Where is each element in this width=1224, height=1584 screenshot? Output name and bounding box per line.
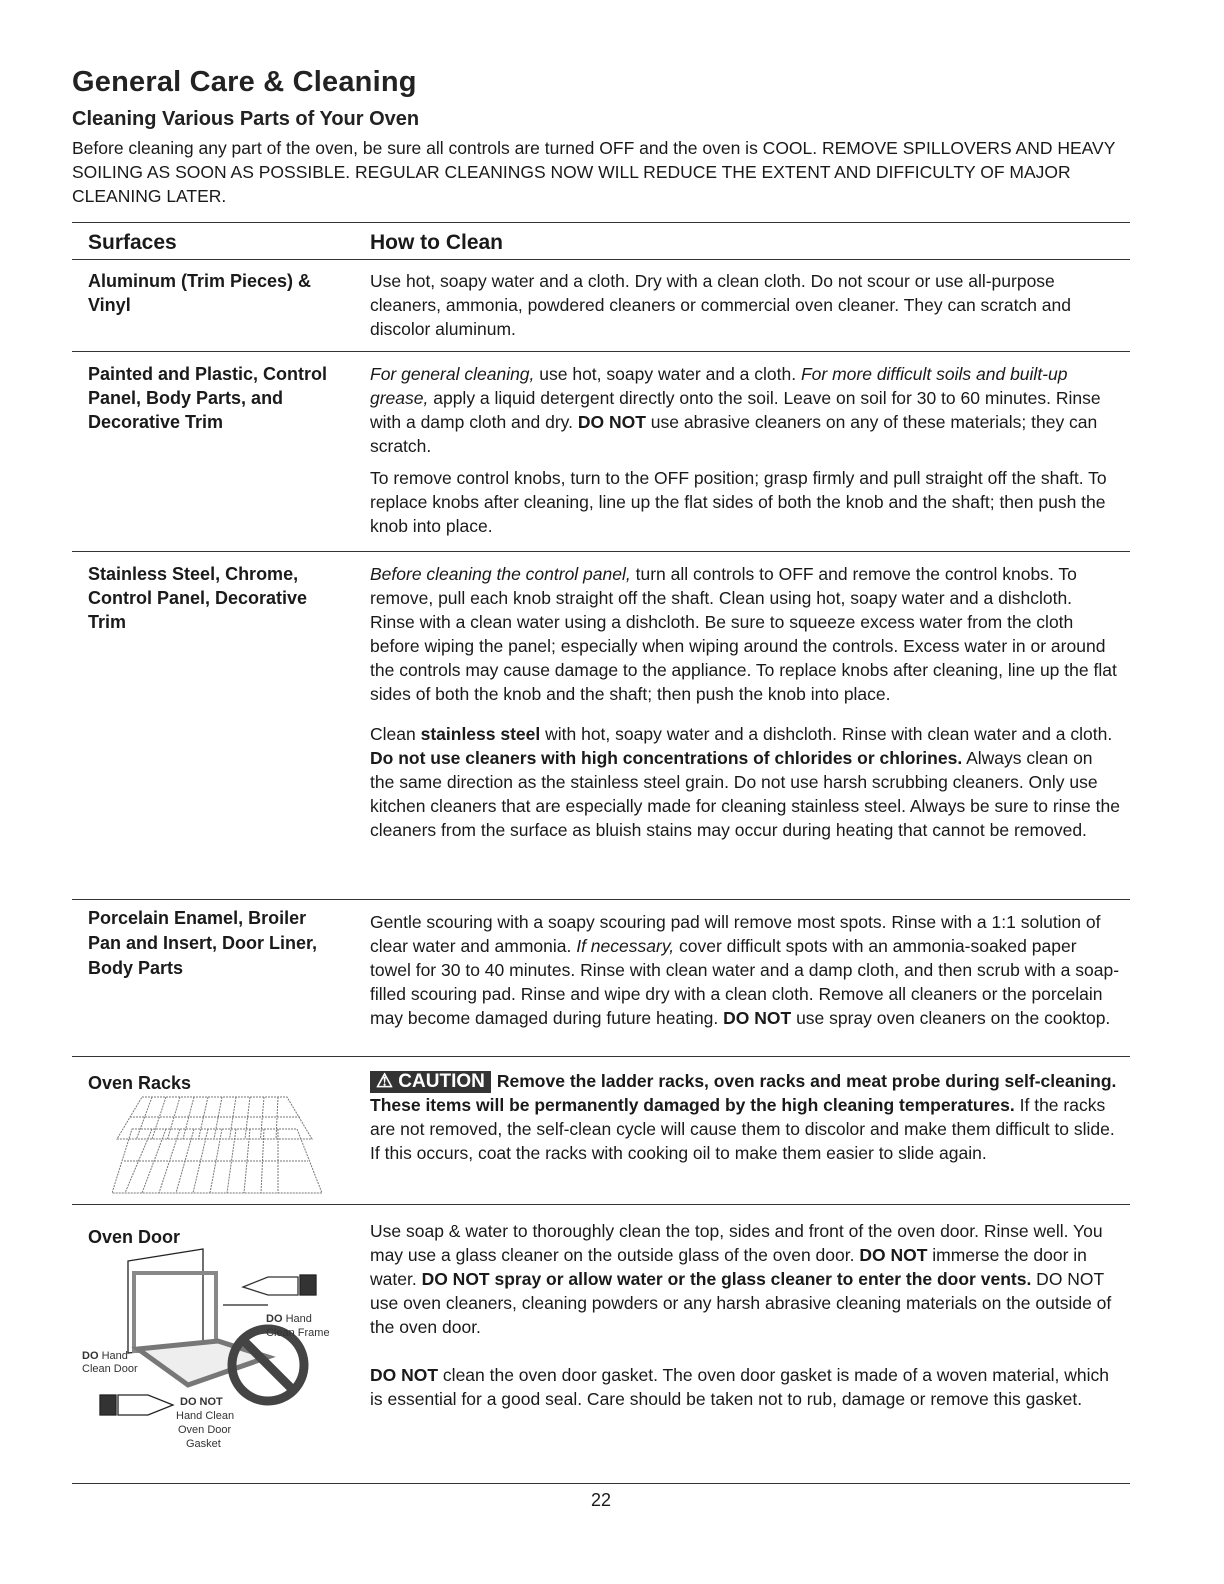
text-run: Gentle scouring with a soapy scouring pad will remove most spots. Rinse with a 1:1 solution of clear water and ammonia. [370, 912, 1101, 956]
surface-label: Oven Racks [88, 1073, 192, 1093]
table-row [72, 1205, 1130, 1484]
text-run: immerse the door in water. [370, 1245, 1087, 1289]
intro-text: Before cleaning any part of the oven, be sure all controls are turned OFF and the oven is COOL. REMOVE SPILLOVERS AND HEAVY SOILING AS SOON AS POSSIBLE. REGULAR CLEANINGS NOW WILL REDUCE THE EXTENT AND DIFFICULTY OF MAJOR CLEANING LATER. [72, 138, 1116, 206]
clean-text [370, 1069, 1120, 1173]
page-title: General Care & Cleaning [72, 66, 417, 98]
paragraph [370, 1363, 1120, 1411]
text-run: DO NOT use oven cleaners, cleaning powders or any harsh abrasive cleaning materials on the outside of the oven door. [370, 1269, 1112, 1337]
text-run: apply a liquid detergent directly onto the soil. Leave on soil for 30 to 60 minutes. Rinse with a damp cloth and dry. [370, 388, 1101, 432]
italic-text: For general cleaning, [370, 364, 535, 384]
text-run: cover difficult spots with an ammonia-soaked paper towel for 30 to 40 minutes. Rinse with clean water and a damp cloth, and then scrub with a soap-filled scouring pad. Rinse and wipe dry with a clean cloth. Remove all cleaners or the porcelain may become damaged during future heating. [370, 936, 1120, 1028]
table-header [72, 222, 1130, 260]
text-run: use spray oven cleaners on the cooktop. [791, 1008, 1111, 1028]
table-row [72, 259, 1130, 352]
fig-hand-clean: Hand Clean [176, 1410, 235, 1422]
table-row [72, 900, 1130, 1057]
paragraph [370, 562, 1120, 706]
fig-oven-door: Oven Door [178, 1424, 232, 1436]
paragraph [370, 362, 1120, 458]
oven-racks-illustration [112, 1095, 327, 1195]
surface-label: Oven Door [88, 1227, 181, 1247]
text-run: clean the oven door gasket. The oven door gasket is made of a woven material, which is essential for a good seal. Care should be taken not to rub, damage or remove this gasket. [370, 1365, 1109, 1409]
paragraph [370, 466, 1120, 538]
italic-text: Before cleaning the control panel, [370, 564, 631, 584]
rack-wire [152, 1097, 166, 1139]
table-row [72, 1057, 1130, 1205]
text-run: with hot, soapy water and a dishcloth. Rinse with clean water and a cloth. [540, 724, 1113, 744]
bold-text: DO NOT spray or allow water or the glass cleaner to enter the door vents. [421, 1269, 1032, 1289]
header-how-to-clean: How to Clean [370, 231, 504, 254]
fig-gasket: Gasket [186, 1438, 221, 1450]
fig-hand: Hand [285, 1313, 312, 1325]
header-surfaces: Surfaces [88, 231, 177, 254]
fig-clean-frame: Clean Frame [266, 1327, 330, 1339]
caution-badge: ⚠ CAUTION [370, 1071, 491, 1093]
paragraph [370, 1219, 1120, 1339]
table-row [72, 352, 1130, 552]
bold-text: DO NOT [723, 1008, 792, 1028]
italic-text: For more difficult soils and built-up grease, [370, 364, 1068, 408]
bold-text: Do not use cleaners with high concentrations of chlorides or chlorines. [370, 748, 963, 768]
surface-label: Porcelain Enamel, Broiler Pan and Insert, Door Liner, Body Parts [88, 908, 318, 978]
rack-wire [168, 1097, 181, 1139]
fig-do-not: DO NOT [180, 1396, 223, 1408]
text-run: If the racks are not removed, the self-clean cycle will cause them to discolor and make them difficult to slide. If this occurs, coat the racks with cooking oil to make them easier to slide again. [370, 1095, 1115, 1163]
bold-text: Remove the ladder racks, oven racks and meat probe during self-cleaning. These items will be permanently damaged by the high cleaning temperatures. [370, 1071, 1117, 1115]
surface-label: Painted and Plastic, Control Panel, Body Parts, and Decorative Trim [88, 364, 328, 432]
fig-hand: Hand [101, 1350, 128, 1362]
text-run: Always clean on the same direction as the stainless steel grain. Do not use harsh scrubbing cleaners. Only use kitchen cleaners that are especially made for cleaning stainless steel. Always be sure to rinse the cleaners from the surface as bluish stains may occur during heating that cannot be removed. [370, 748, 1120, 840]
clean-text [370, 362, 1120, 546]
clean-text [370, 562, 1120, 850]
page-number: 22 [590, 1490, 612, 1510]
clean-text [370, 910, 1120, 1038]
paragraph [370, 1069, 1120, 1165]
oven-door-illustration [78, 1245, 348, 1467]
rack-wire [199, 1097, 209, 1139]
text-run: use abrasive cleaners on any of these materials; they can scratch. [370, 412, 1098, 456]
bold-text: stainless steel [420, 724, 541, 744]
text-run: Use hot, soapy water and a cloth. Dry with a clean cloth. Do not scour or use all-purpose cleaners, ammonia, powdered cleaners or commercial oven cleaner. They can scratch and discolor aluminum. [370, 271, 1071, 339]
svg-text:DO Hand [82, 1350, 128, 1362]
text-run: To remove control knobs, turn to the OFF position; grasp firmly and pull straight off the shaft. To replace knobs after cleaning, line up the flat sides of both the knob and the shaft; then push the knob into place. [370, 468, 1107, 536]
fig-clean-door: Clean Door [82, 1363, 138, 1375]
text-run: use hot, soapy water and a cloth. [534, 364, 801, 384]
bold-text: DO NOT [859, 1245, 928, 1265]
table-row [72, 552, 1130, 900]
paragraph [370, 269, 1120, 341]
paragraph [370, 722, 1120, 842]
italic-text: If necessary, [576, 936, 675, 956]
text-run: Clean [370, 724, 421, 744]
bold-text: DO NOT [370, 1365, 439, 1385]
surface-label: Aluminum (Trim Pieces) & Vinyl [88, 271, 312, 315]
section-title: Cleaning Various Parts of Your Oven [72, 108, 420, 130]
text-run: Use soap & water to thoroughly clean the top, sides and front of the oven door. Rinse well. You may use a glass cleaner on the outside glass of the oven door. [370, 1221, 1103, 1265]
surface-label: Stainless Steel, Chrome, Control Panel, Decorative Trim [88, 564, 308, 632]
paragraph [370, 910, 1120, 1030]
clean-text [370, 1219, 1120, 1419]
svg-text:DO Hand [266, 1313, 312, 1325]
rack-wire [183, 1097, 194, 1139]
fig-do: DO [266, 1313, 283, 1325]
text-run: turn all controls to OFF and remove the control knobs. To remove, pull each knob straight off the shaft. Clean using hot, soapy water and a dishcloth. Rinse with a clean water using a dishcloth. Be sure to squeeze excess water from the cloth before wiping the panel; especially when wiping around the controls. Excess water in or around the controls may cause damage to the appliance. To replace knobs after cleaning, line up the flat sides of both the knob and the shaft; then push the knob into place. [370, 564, 1117, 704]
clean-text [370, 269, 1120, 349]
bold-text: DO NOT [577, 412, 646, 432]
fig-do: DO [82, 1350, 99, 1362]
